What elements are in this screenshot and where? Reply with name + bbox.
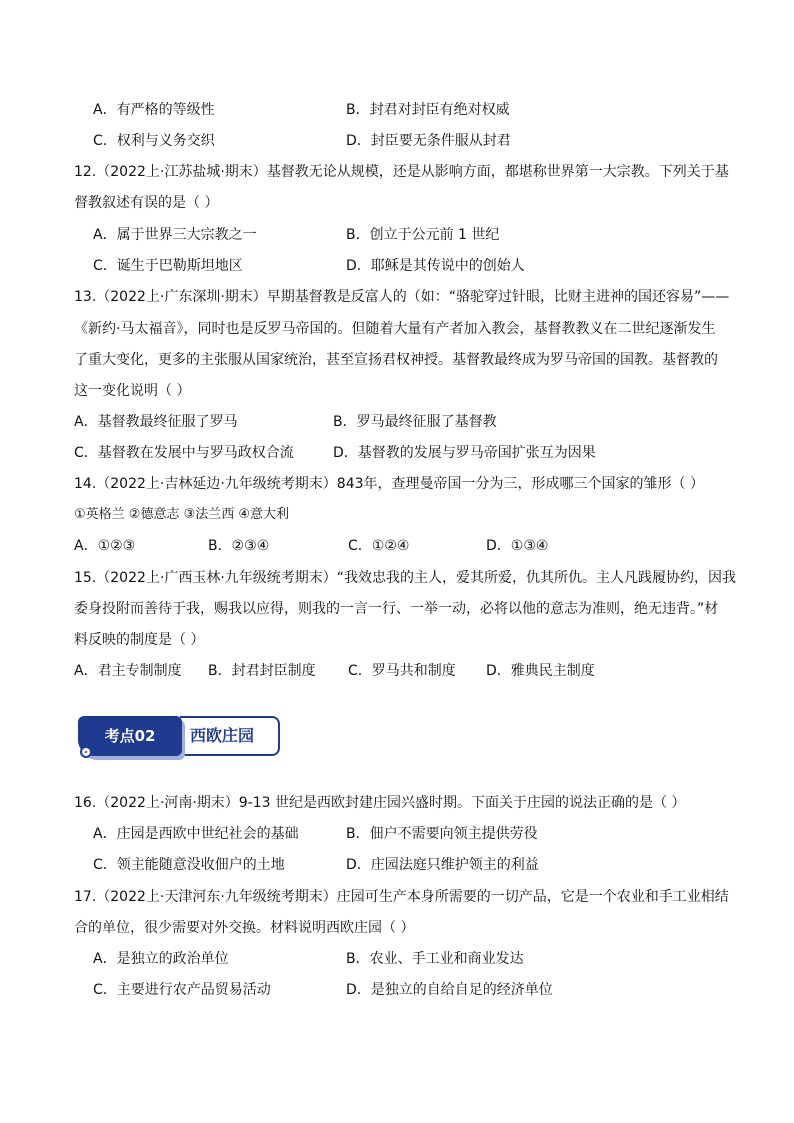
q11-option-c: C．权利与义务交织 <box>93 133 215 149</box>
q17-option-d: D．是独立的自给自足的经济单位 <box>346 982 553 998</box>
q12-stem-line-1: 12.（2022上·江苏盐城·期末）基督教无论从规模，还是从影响方面，都堪称世界第一大宗教。下列关于基 <box>74 164 729 180</box>
q15-stem-line-2: 委身投附而善待于我，赐我以应得，则我的一言一行、一举一动，必将以他的意志为准则，绝无违背。”材 <box>74 601 719 617</box>
q12-option-a: A．属于世界三大宗教之一 <box>93 227 257 243</box>
q11-option-b: B．封君对封臣有绝对权威 <box>346 102 510 118</box>
q13-option-c: C．基督教在发展中与罗马政权合流 <box>74 445 294 461</box>
bullet-dot-icon <box>80 746 92 758</box>
q13-option-a: A．基督教最终征服了罗马 <box>74 414 238 430</box>
q14-items: ①英格兰 ②德意志 ③法兰西 ④意大利 <box>74 507 290 522</box>
section-header <box>78 716 378 764</box>
q14-option-c: C．①②④ <box>348 538 410 554</box>
q12-option-c: C．诞生于巴勒斯坦地区 <box>93 258 243 274</box>
q17-option-a: A．是独立的政治单位 <box>93 951 229 967</box>
q15-option-d: D．雅典民主制度 <box>486 663 595 679</box>
q13-stem-line-1: 13.（2022上·广东深圳·期末）早期基督教是反富人的（如：“骆驼穿过针眼，比财主进神的国还容易”—— <box>74 289 730 305</box>
q16-option-b: B．佃户不需要向领主提供劳役 <box>346 826 538 842</box>
q16-option-a: A．庄园是西欧中世纪社会的基础 <box>93 826 299 842</box>
section-tag-label: 考点02 <box>104 727 156 745</box>
section-title: 西欧庄园 <box>190 726 255 745</box>
q11-option-d: D．封臣要无条件服从封君 <box>346 133 511 149</box>
q15-option-b: B．封君封臣制度 <box>208 663 316 679</box>
q15-stem-line-1: 15.（2022上·广西玉林·九年级统考期末）“我效忠我的主人，爱其所爱，仇其所仇。主人凡践履协约，因我 <box>74 570 737 586</box>
q15-option-c: C．罗马共和制度 <box>348 663 456 679</box>
q17-option-b: B．农业、手工业和商业发达 <box>346 951 524 967</box>
q14-option-b: B．②③④ <box>208 538 270 554</box>
q16-option-d: D．庄园法庭只维护领主的利益 <box>346 857 539 873</box>
q14-option-a: A．①②③ <box>74 538 136 554</box>
q14-stem-line-1: 14.（2022上·吉林延边·九年级统考期末）843年，查理曼帝国一分为三，形成哪三个国家的雏形（ ） <box>74 476 704 492</box>
q11-option-a: A．有严格的等级性 <box>93 102 215 118</box>
q13-option-d: D．基督教的发展与罗马帝国扩张互为因果 <box>333 445 596 461</box>
q13-stem-line-2: 《新约·马太福音》，同时也是反罗马帝国的。但随着大量有产者加入教会，基督教教义在二世纪逐渐发生 <box>74 321 716 337</box>
q12-option-b: B．创立于公元前 1 世纪 <box>346 227 500 243</box>
q12-option-d: D．耶稣是其传说中的创始人 <box>346 258 525 274</box>
q13-option-b: B．罗马最终征服了基督教 <box>333 414 497 430</box>
q17-stem-line-1: 17.（2022上·天津河东·九年级统考期末）庄园可生产本身所需要的一切产品，它是一个农业和手工业相结 <box>74 889 729 905</box>
q17-stem-line-2: 合的单位，很少需要对外交换。材料说明西欧庄园（ ） <box>74 920 415 936</box>
q15-stem-line-3: 料反映的制度是（ ） <box>74 632 205 648</box>
q13-stem-line-3: 了重大变化，更多的主张服从国家统治，甚至宣扬君权神授。基督教最终成为罗马帝国的国教。基督教的 <box>74 352 718 368</box>
q15-option-a: A．君主专制制度 <box>74 663 182 679</box>
q13-stem-line-4: 这一变化说明（ ） <box>74 383 191 399</box>
q16-option-c: C．领主能随意没收佃户的土地 <box>93 857 285 873</box>
q12-stem-line-2: 督教叙述有误的是（ ） <box>74 195 219 211</box>
q17-option-c: C．主要进行农产品贸易活动 <box>93 982 271 998</box>
q16-stem-line-1: 16.（2022上·河南·期末）9-13 世纪是西欧封建庄园兴盛时期。下面关于庄园的说法正确的是（ ） <box>74 795 686 811</box>
q14-option-d: D．①③④ <box>486 538 549 554</box>
